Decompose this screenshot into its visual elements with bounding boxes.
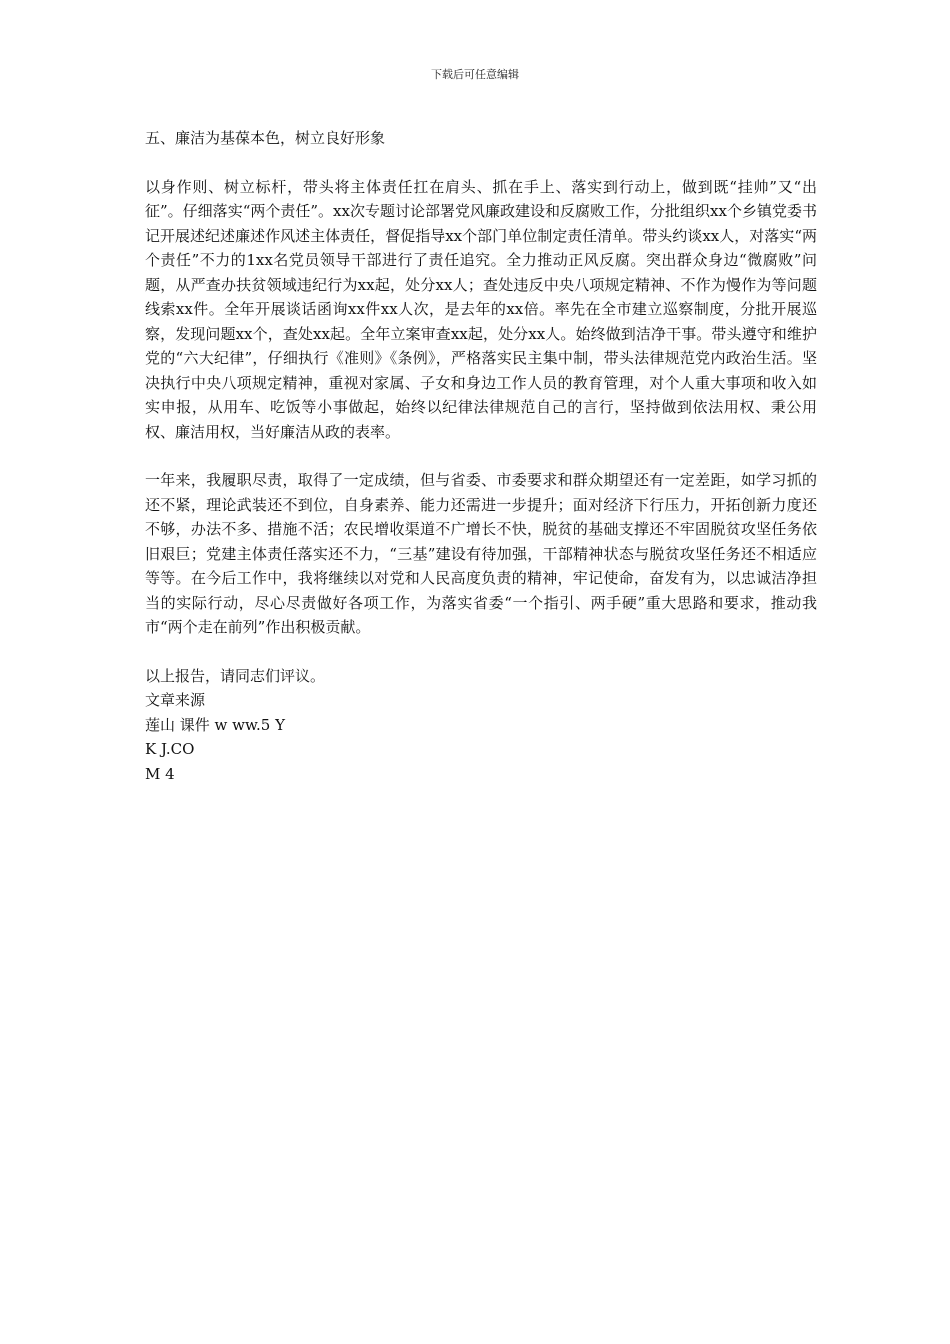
section-heading: 五、廉洁为基葆本色，树立良好形象 — [145, 129, 386, 147]
paragraph-integrity: 以身作则、树立标杆，带头将主体责任扛在肩头、抓在手上、落实到行动上，做到既“挂帅”又“出征”。仔细落实“两个责任”。xx次专题讨论部署党风廉政建设和反腐败工作，分批组织xx个乡镇党委书记开展述纪述廉述作风述主体责任，督促指导xx个部门单位制定责任清单。带头约谈xx人，对落实“两个责任”不力的1xx名党员领导干部进行了责任追究。全力推动正风反腐。突出群众身边“微腐败”问题，从严查办扶贫领域违纪行为xx起，处分xx人；查处违反中央八项规定精神、不作为慢作为等问题线索xx件。全年开展谈话函询xx件xx人次，是去年的xx倍。率先在全市建立巡察制度，分批开展巡察，发现问题xx个，查处xx起。全年立案审查xx起，处分xx人。始终做到洁净干事。带头遵守和维护党的“六大纪律”，仔细执行《准则》《条例》，严格落实民主集中制，带头法律规范党内政治生活。坚决执行中央八项规定精神，重视对家属、子女和身边工作人员的教育管理，对个人重大事项和收入如实申报，从用车、吃饭等小事做起，始终以纪律法律规范自己的言行，坚持做到依法用权、秉公用权、廉洁用权，当好廉洁从政的表率。 — [145, 177, 817, 441]
document-body — [145, 126, 817, 786]
paragraph-summary: 一年来，我履职尽责，取得了一定成绩，但与省委、市委要求和群众期望还有一定差距，如学习抓的还不紧，理论武装还不到位，自身素养、能力还需进一步提升；面对经济下行压力，开拓创新力度还不够，办法不多、措施不活；农民增收渠道不广增长不快，脱贫的基础支撑还不牢固脱贫攻坚任务依旧艰巨；党建主体责任落实还不力，“三基”建设有待加强，干部精神状态与脱贫攻坚任务还不相适应等等。在今后工作中，我将继续以对党和人民高度负责的精神，牢记使命，奋发有为，以忠诚洁净担当的实际行动，尽心尽责做好各项工作，为落实省委“一个指引、两手硬”重大思路和要求，推动我市“两个走在前列”作出积极贡献。 — [145, 471, 817, 636]
closing-block — [145, 664, 817, 787]
header-note: 下载后可任意编辑 — [431, 68, 519, 81]
source-line: 莲山 课件 w ww.5 Y — [145, 715, 286, 734]
closing-line: 以上报告，请同志们评议。 — [145, 666, 326, 685]
source-line: K J.CO — [145, 740, 195, 758]
source-label: 文章来源 — [145, 691, 206, 709]
source-line: M 4 — [145, 764, 175, 783]
